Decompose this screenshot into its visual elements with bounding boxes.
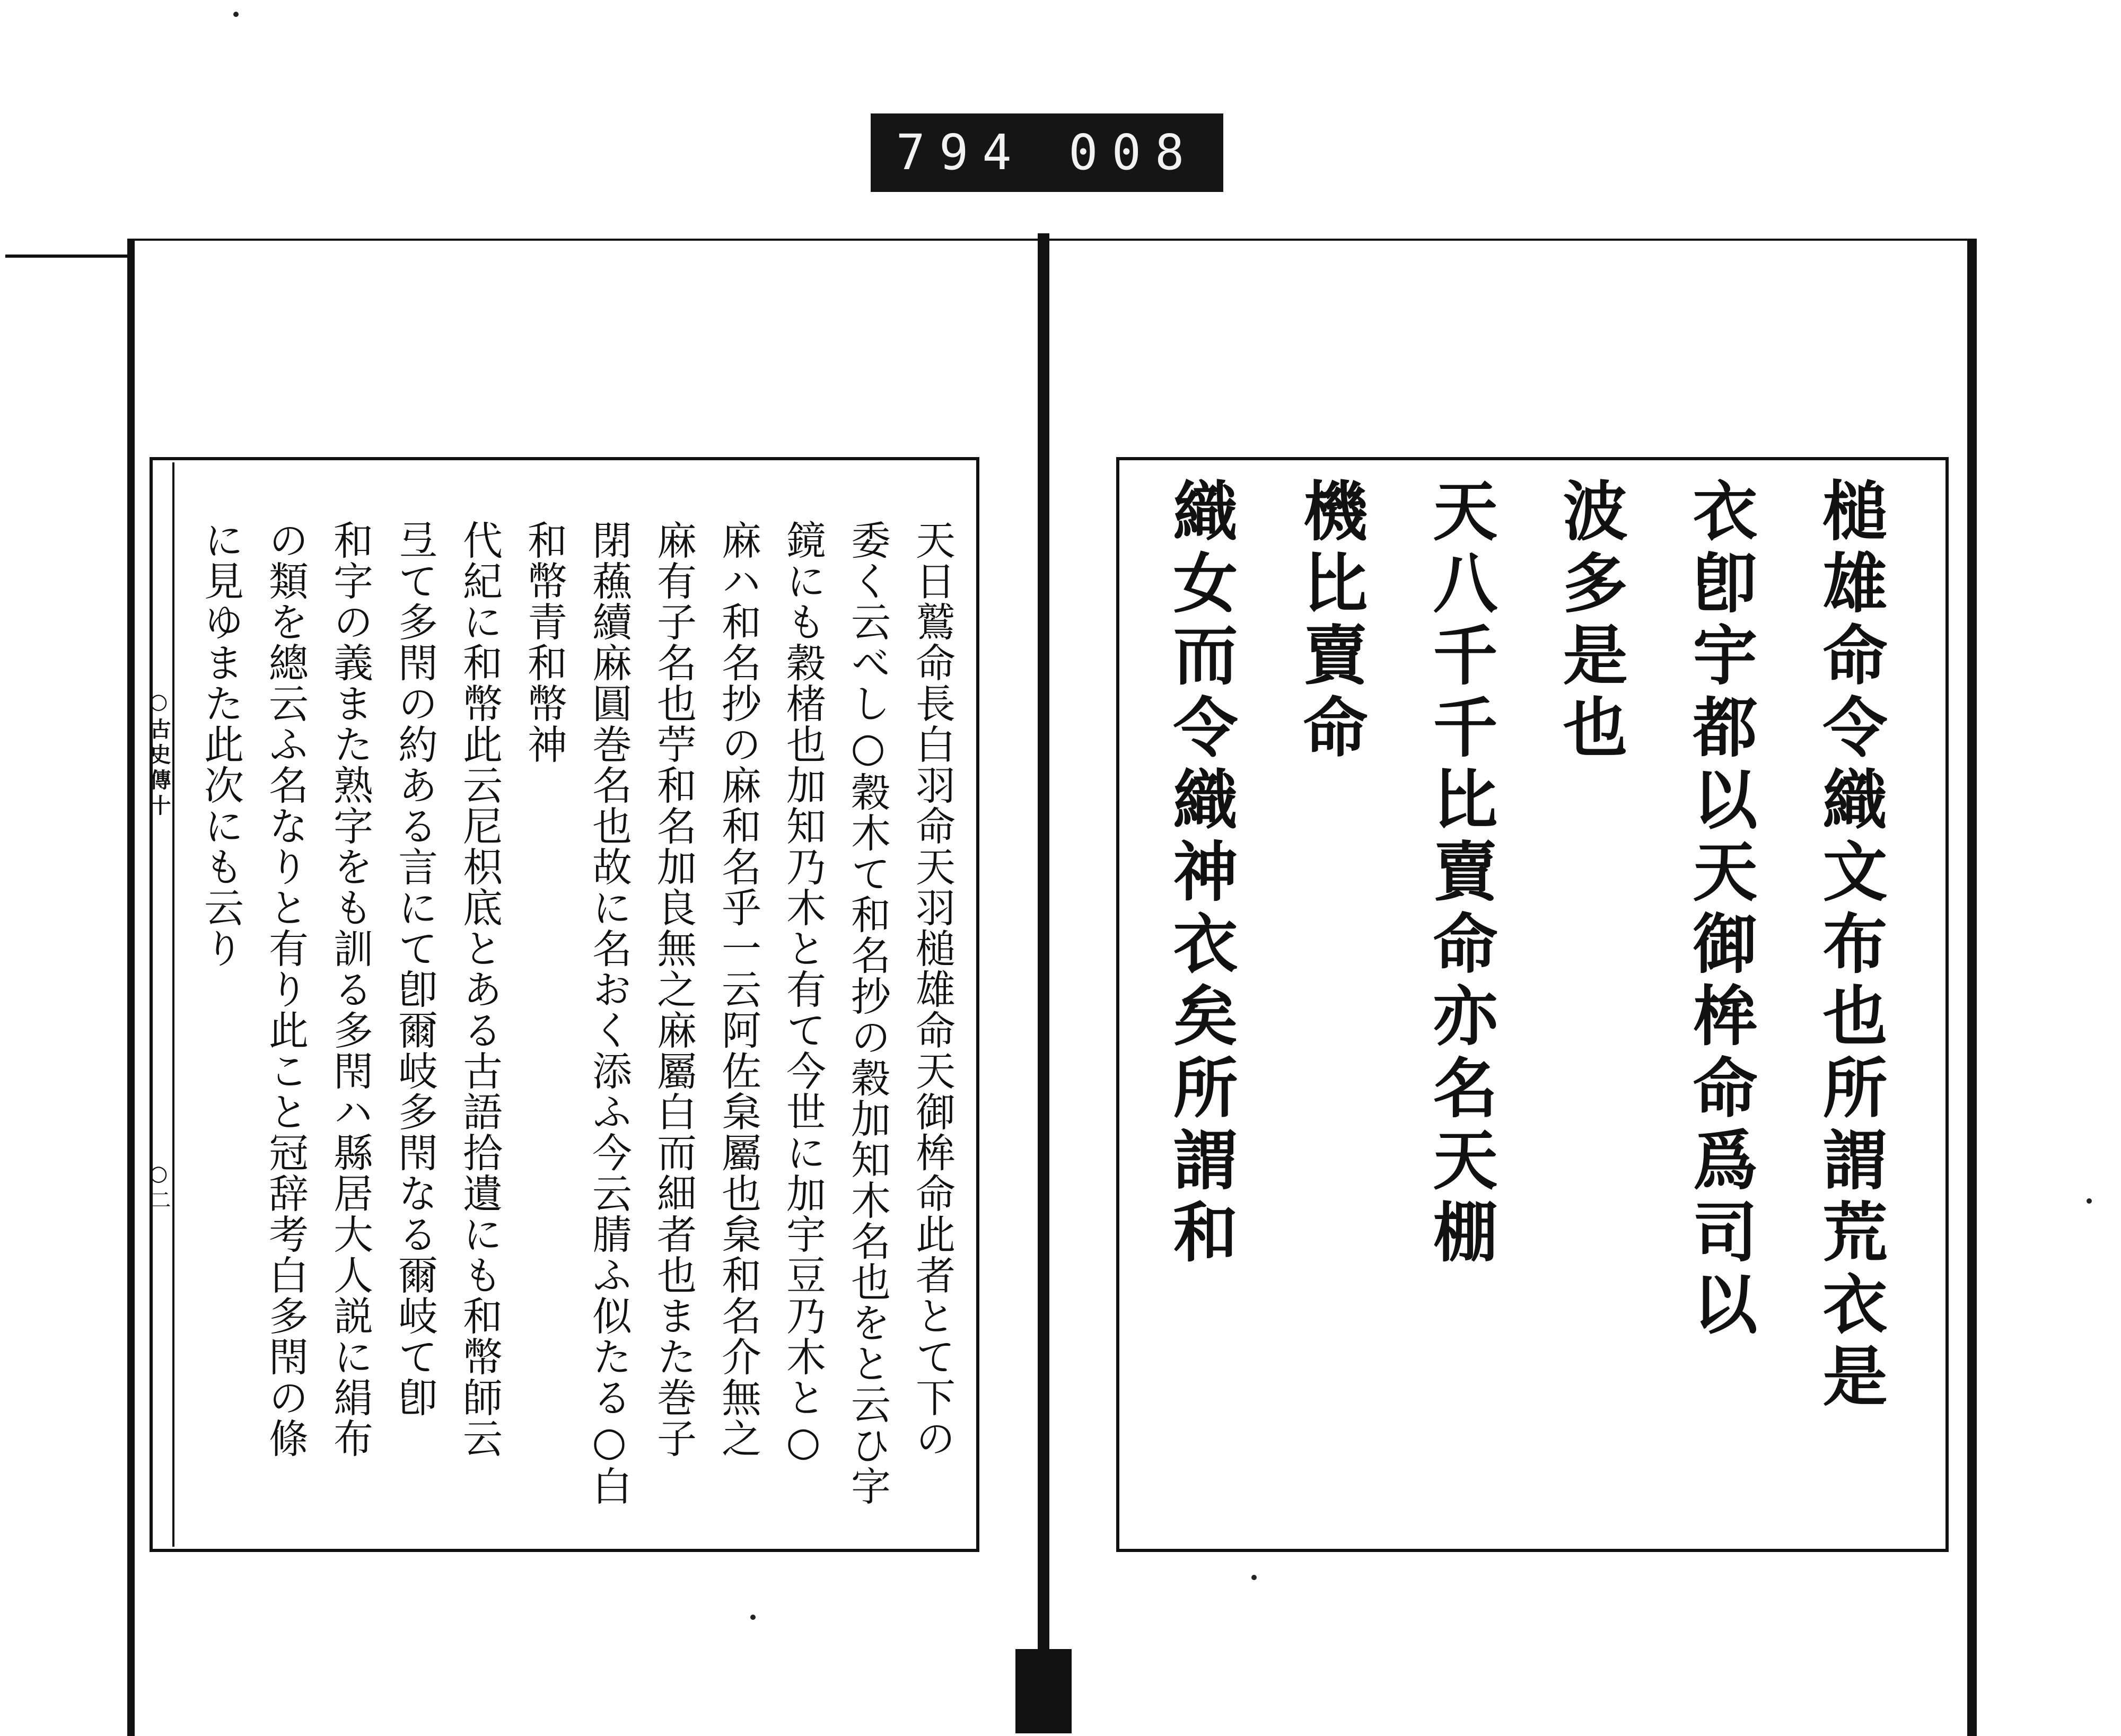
text-column: 天八千千比賣命亦名天棚 xyxy=(1422,477,1497,1270)
text-column: 閉蘓續麻圓巻名也故に名おく添ふ今云腈ふ似たる○白和幣青和幣神 xyxy=(521,520,633,1506)
text-column: 衣卽宇都以天御桙命爲司以 xyxy=(1682,477,1757,1343)
text-column: 機比賣命 xyxy=(1292,477,1368,766)
text-column: の類を總云ふ名なりと有り此こと冠辞考白多閇の條 xyxy=(262,520,309,1459)
page-number: ○二 xyxy=(146,1161,171,1213)
spine-foot-block xyxy=(1015,1649,1072,1733)
text-column: 槌雄命令織文布也所謂荒衣是 xyxy=(1812,477,1887,1415)
text-column: に見ゆまた此次にも云り xyxy=(198,520,244,969)
text-column: 麻ハ和名抄の麻和名乎一云阿佐枲屬也枲和名介無之 xyxy=(715,520,762,1459)
top-edge-rule xyxy=(5,255,133,258)
microfilm-frame-number: 794 008 xyxy=(871,113,1223,192)
scan-speck xyxy=(750,1615,756,1620)
text-column: 麻有子名也苧和名加良無之麻屬白而細者也また巻子 xyxy=(651,520,697,1459)
left-commentary-text xyxy=(191,520,965,1538)
text-column: 織女而令織神衣矣所謂和 xyxy=(1162,477,1238,1270)
book-spine xyxy=(1038,233,1049,1707)
text-column: 波多是也 xyxy=(1552,477,1627,766)
text-column: 代紀に和幣此云尼枳底とある古語拾遺にも和幣師云 xyxy=(457,520,503,1459)
left-margin-rule xyxy=(172,462,174,1547)
scan-speck xyxy=(233,12,239,17)
text-column: 鏡にも穀楮也加知乃木と有て今世に加宇豆乃木と○ xyxy=(780,520,827,1466)
running-head: ○古史傳十 xyxy=(146,689,171,820)
text-column: 弖て多閇の約ある言にて卽爾岐多閇なる爾岐て卽 xyxy=(392,520,439,1418)
text-column: 和字の義また熟字をも訓る多閇ハ縣居大人説に絹布 xyxy=(327,520,374,1459)
right-main-text xyxy=(1156,477,1914,1538)
scan-speck xyxy=(1251,1575,1257,1580)
scan-speck xyxy=(2087,1198,2092,1204)
text-column: 天日鷲命長白羽命天羽槌雄命天御桙命此者とて下の xyxy=(909,520,956,1459)
text-column: 委く云べし○穀木て和名抄の穀加知木名也をと云ひ字 xyxy=(845,520,891,1506)
